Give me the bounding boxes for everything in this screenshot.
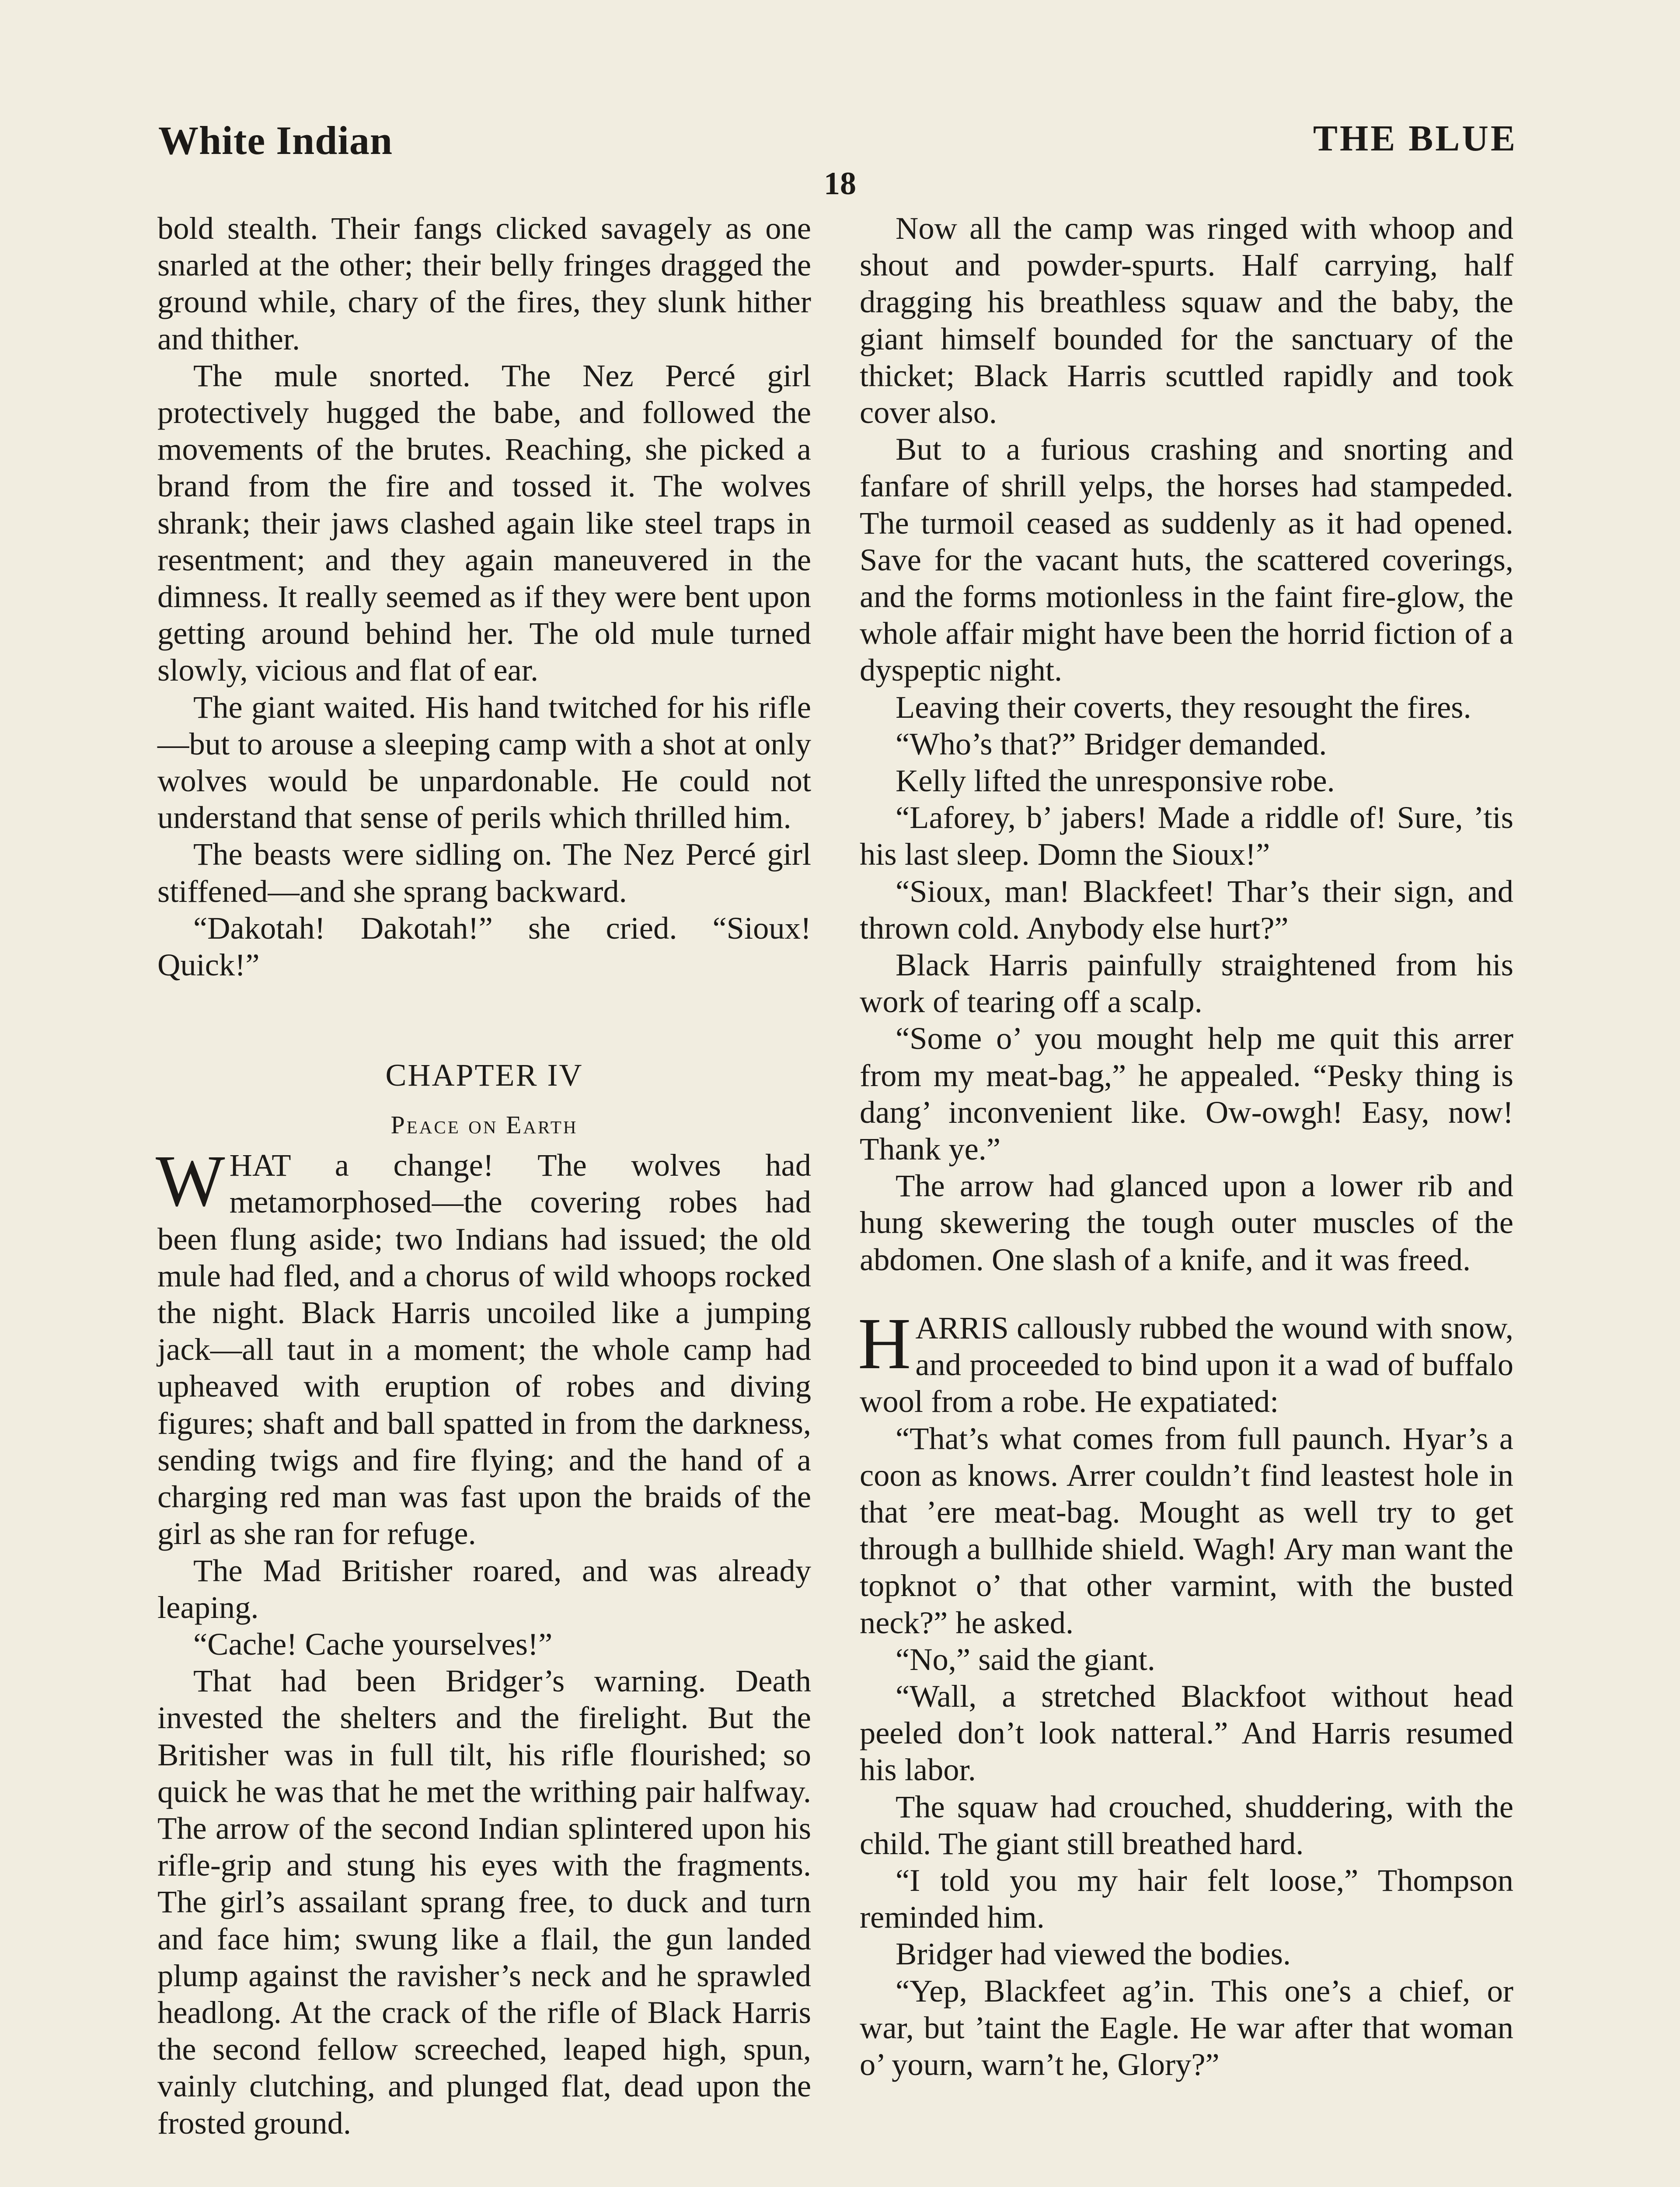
paragraph: “I told you my hair felt loose,” Thompson reminded him. bbox=[860, 1862, 1513, 1935]
paragraph: “Some o’ you mought help me quit this arrer from my meat-bag,” he appealed. “Pesky thing is dang’ inconvenient like. Ow-owgh! Easy, now! Thank ye.” bbox=[860, 1020, 1513, 1167]
paragraph: “Yep, Blackfeet ag’in. This one’s a chief, or war, but ’taint the Eagle. He war after that woman o’ yourn, warn’t he, Glory?” bbox=[860, 1973, 1513, 2082]
drop-cap: W bbox=[156, 1140, 225, 1222]
paragraph: bold stealth. Their fangs clicked savagely as one snarled at the other; their belly fringes dragged the ground while, chary of the fires, they slunk hither and thither. bbox=[157, 210, 811, 356]
right-column bbox=[860, 210, 1513, 2083]
paragraph-text: ARRIS callously rubbed the wound with snow, and proceeded to bind upon it a wad of buffalo wool from a robe. He expatiated: bbox=[860, 1310, 1513, 1419]
paragraph: Now all the camp was ringed with whoop and shout and powder-spurts. Half carrying, half dragging his breathless squaw and the baby, the giant himself bounded for the sanctuary of the thicket; Black Harris scuttled rapidly and took cover also. bbox=[860, 210, 1513, 430]
chapter-opening-paragraph bbox=[156, 1140, 811, 1552]
paragraph: Leaving their coverts, they resought the fires. bbox=[896, 689, 1471, 725]
running-head-magazine: THE BLUE bbox=[1313, 118, 1517, 159]
paragraph: “Wall, a stretched Blackfoot without head peeled don’t look natteral.” And Harris resumed his labor. bbox=[860, 1678, 1513, 1788]
paragraph: “Laforey, b’ jabers! Made a riddle of! Sure, ’tis his last sleep. Domn the Sioux!” bbox=[860, 800, 1513, 872]
running-head-title: White Indian bbox=[158, 118, 393, 163]
paragraph: But to a furious crashing and snorting and fanfare of shrill yelps, the horses had stampeded. The turmoil ceased as suddenly as it had opened. Save for the vacant huts, the scattered coverings, and the forms motionless in the faint fire-glow, the whole affair might have been the horrid fiction of a dyspeptic night. bbox=[860, 431, 1513, 688]
paragraph: The arrow had glanced upon a lower rib and hung skewering the tough outer muscles of the abdomen. One slash of a knife, and it was freed. bbox=[860, 1168, 1513, 1277]
chapter-subtitle: Peace on Earth bbox=[390, 1111, 578, 1139]
paragraph: “Dakotah! Dakotah!” she cried. “Sioux! Quick!” bbox=[157, 910, 811, 983]
paragraph: Kelly lifted the unresponsive robe. bbox=[896, 763, 1335, 799]
paragraph: The giant waited. His hand twitched for his rifle—but to arouse a sleeping camp with a shot at only wolves would be unpardonable. He could not understand that sense of perils which thrilled him. bbox=[157, 689, 811, 835]
section-break bbox=[860, 1278, 1513, 1310]
paragraph: The mule snorted. The Nez Percé girl protectively hugged the babe, and followed the movements of the brutes. Reaching, she picked a brand from the fire and tossed it. The wolves shrank; their jaws clashed again like steel traps in resentment; and they again maneuvered in the dimness. It really seemed as if they were bent upon getting around behind her. The old mule turned slowly, vicious and flat of ear. bbox=[157, 357, 811, 688]
paragraph-text: HAT a change! The wolves had metamorphosed—the covering robes had been flung aside; two Indians had issued; the old mule had fled, and a chorus of wild whoops rocked the night. Black Harris uncoiled like a jumping jack—all taut in a moment; the whole camp had upheaved with eruption of robes and diving figures; shaft and ball spatted in from the darkness, sending twigs and fire flying; and the hand of a charging red man was fast upon the braids of the girl as she ran for refuge. bbox=[157, 1147, 811, 1551]
drop-cap: H bbox=[858, 1303, 911, 1384]
paragraph: That had been Bridger’s warning. Death invested the shelters and the firelight. But the Britisher was in full tilt, his rifle flourished; so quick he was that he met the writhing pair halfway. The arrow of the second Indian splintered upon his rifle-grip and stung his eyes with the fragments. The girl’s assailant sprang free, to duck and turn and face him; swung like a flail, the gun landed plump against the ravisher’s neck and he sprawled headlong. At the crack of the rifle of Black Harris the second fellow screeched, leaped high, spun, vainly clutching, and plunged flat, dead upon the frosted ground. bbox=[157, 1663, 811, 2141]
paragraph: Black Harris painfully straightened from his work of tearing off a scalp. bbox=[860, 947, 1513, 1020]
paragraph: The beasts were sidling on. The Nez Percé girl stiffened—and she sprang backward. bbox=[157, 836, 811, 909]
page-number: 18 bbox=[824, 166, 856, 202]
paragraph: The squaw had crouched, shuddering, with the child. The giant still breathed hard. bbox=[860, 1789, 1513, 1861]
paragraph: “Sioux, man! Blackfeet! Thar’s their sign, and thrown cold. Anybody else hurt?” bbox=[860, 873, 1513, 946]
chapter-title: CHAPTER IV bbox=[385, 1058, 583, 1093]
paragraph: “Who’s that?” Bridger demanded. bbox=[896, 726, 1327, 762]
paragraph: “That’s what comes from full paunch. Hyar’s a coon as knows. Arrer couldn’t find leastest hole in that ’ere meat-bag. Mought as well try to get through a bullhide shield. Wagh! Ary man want the topknot o’ that other varmint, with the busted neck?” he asked. bbox=[860, 1420, 1513, 1640]
paragraph: “Cache! Cache yourselves!” bbox=[193, 1626, 553, 1662]
paragraph: “No,” said the giant. bbox=[896, 1641, 1155, 1677]
paragraph: The Mad Britisher roared, and was already leaping. bbox=[157, 1552, 811, 1625]
paragraph: Bridger had viewed the bodies. bbox=[896, 1936, 1291, 1972]
section-opening-paragraph bbox=[858, 1303, 1513, 1420]
left-column bbox=[157, 210, 811, 2142]
